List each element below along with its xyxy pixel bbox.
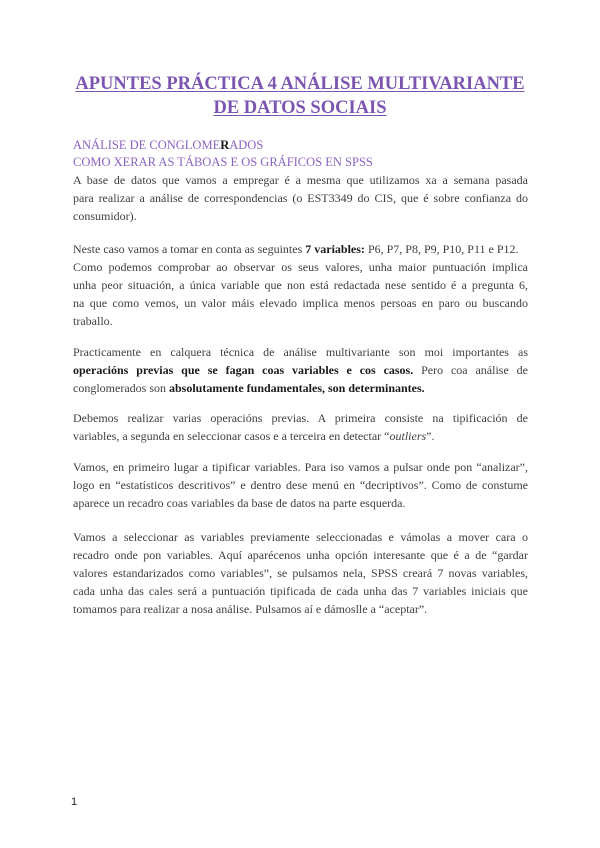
text-line	[73, 427, 528, 445]
text-line: traballo.	[73, 314, 113, 328]
text-line	[73, 379, 528, 397]
section-heading-part: ANÁLISE DE CONGLOME	[73, 138, 221, 152]
paragraph-1	[73, 171, 528, 225]
text-line: aparece un recadro coas variables da base de datos na parte esquerda.	[73, 496, 406, 510]
paragraph-2	[73, 240, 528, 330]
text-run: Neste caso vamos a tomar en conta as seguintes	[73, 242, 306, 256]
bold-text: operacións previas que se fagan coas variables e cos casos.	[73, 363, 414, 377]
text-run: variables, a segunda en seleccionar casos e a terceira en detectar “	[73, 429, 390, 443]
text-line: cada unha das cales será a puntuación tipificada de cada unha das 7 variables iniciais que	[73, 584, 528, 598]
text-line	[73, 240, 528, 258]
text-run: Pero coa análise de	[413, 363, 528, 377]
text-line: Como podemos comprobar ao observar os seus valores, unha maior puntuación implica	[73, 260, 528, 274]
text-line: consumidor).	[73, 209, 137, 223]
text-line: para realizar a análise de correspondencias (o EST3349 do CIS, que é sobre confianza do	[73, 191, 528, 205]
paragraph-5	[73, 458, 528, 512]
title-line-2: DE DATOS SOCIAIS	[213, 98, 387, 118]
text-line: valores estandarizados como variables”, se pulsamos nela, SPSS creará 7 novas variables,	[73, 566, 528, 580]
paragraph-4	[73, 409, 528, 445]
subsection-heading: COMO XERAR AS TÁBOAS E OS GRÁFICOS EN SPSS	[73, 155, 373, 169]
section-heading-emphasis: R	[220, 138, 230, 152]
text-line: Practicamente en calquera técnica de análise multivariante son moi importantes as	[73, 345, 528, 359]
title-line-1: APUNTES PRÁCTICA 4 ANÁLISE MULTIVARIANTE	[75, 74, 525, 94]
italic-text: outliers	[389, 429, 427, 443]
page-number: 1	[71, 796, 78, 808]
text-run: P6, P7, P8, P9, P10, P11 e P12.	[364, 242, 519, 256]
text-line: Debemos realizar varias operacións previas. A primeira consiste na tipificación de	[73, 411, 528, 425]
bold-text: absolutamente fundamentales, son determinantes.	[168, 381, 425, 395]
text-line: tomamos para realizar a nosa análise. Pulsamos aí e dámoslle a “aceptar”.	[73, 602, 428, 616]
bold-text: 7 variables:	[305, 242, 365, 256]
document-title	[60, 72, 540, 120]
text-line: unha peor situación, a única variable que non está redactada nese sentido é a pregunta 6,	[73, 278, 528, 292]
text-line: Vamos, en primeiro lugar a tipificar variables. Para iso vamos a pulsar onde pon “analizar”,	[73, 460, 528, 474]
paragraph-3	[73, 343, 528, 397]
text-run: ”.	[426, 429, 435, 443]
text-line: logo en “estatísticos descritivos” e dentro dese menú en “decriptivos”. Como de constume	[73, 478, 528, 492]
text-line	[73, 361, 528, 379]
text-run: conglomerados son	[73, 381, 169, 395]
text-line: na que como vemos, un valor máis elevado implica menos persoas en paro ou buscando	[73, 296, 528, 310]
section-heading	[73, 137, 263, 153]
text-line: recadro onde pon variables. Aquí aparécenos unha opción interesante que é a de “gardar	[73, 548, 528, 562]
section-heading-part: ADOS	[229, 138, 264, 152]
text-line: Vamos a seleccionar as variables previamente seleccionadas e vámolas a mover cara o	[73, 530, 528, 544]
paragraph-6	[73, 528, 528, 618]
text-line: A base de datos que vamos a empregar é a mesma que utilizamos xa a semana pasada	[73, 173, 528, 187]
